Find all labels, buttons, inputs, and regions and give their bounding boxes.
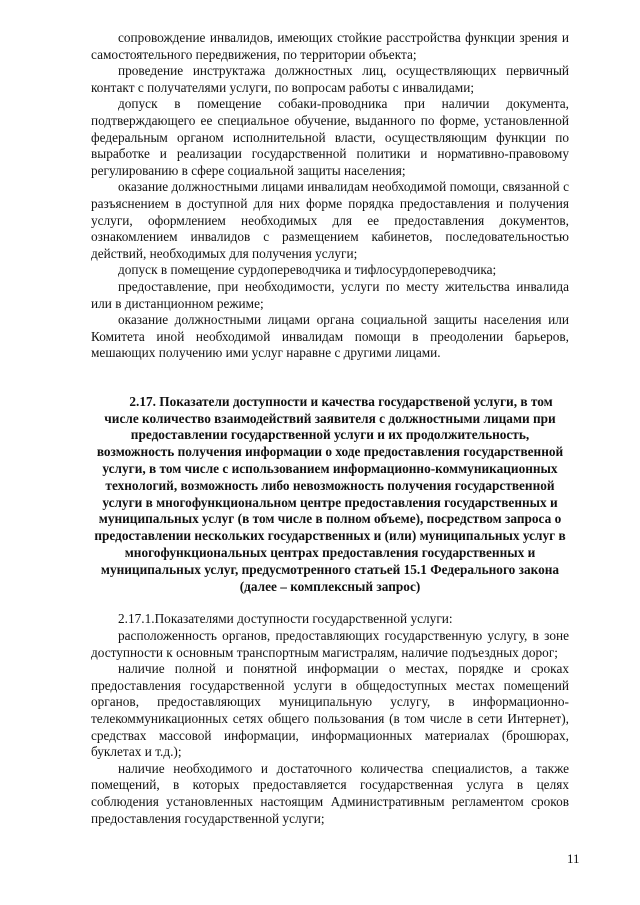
paragraph: предоставление, при необходимости, услуги по месту жительства инвалида или в дистанционном режиме; (91, 278, 569, 311)
page-number: 11 (567, 851, 580, 866)
paragraph: допуск в помещение собаки-проводника при наличии документа, подтверждающего ее специальное обучение, выданного по форме, установленной федеральным органом исполнительной власти, осуществляющим функции по выработке и реализации государственной политики и нормативно-правовому регулированию в сфере социальной защиты населения; (91, 96, 569, 178)
paragraph: расположенность органов, предоставляющих государственную услугу, в зоне доступности к основным транспортным магистралям, наличие подъездных дорог; (91, 628, 569, 660)
paragraph: наличие полной и понятной информации о местах, порядке и сроках предоставления государственной услуги в общедоступных местах помещений органов, предоставляющих муниципальную услугу, в информационно-телекоммуникационных сетях общего пользования (в том числе в сети Интернет), средствах массовой информации, информационных материалах (брошюрах, буклетах и т.д.); (91, 661, 569, 760)
paragraph: допуск в помещение сурдопереводчика и тифлосурдопереводчика; (118, 262, 497, 278)
page-body (91, 30, 569, 827)
paragraph: 2.17.1.Показателями доступности государственной услуги: (118, 611, 453, 627)
section-heading-first-line: 2.17. Показатели доступности и качества государственой услуги, в том (129, 393, 553, 409)
paragraph: оказание должностными лицами инвалидам необходимой помощи, связанной с разъяснением в доступной для них форме порядка предоставления и получения услуги, оформлением необходимых для ее предоставления документов, ознакомлением инвалидов с размещением кабинетов, последовательностью действий, необходимых для получения услуги; (91, 179, 569, 261)
section-heading-rest: числе количество взаимодействий заявителя с должностными лицами при предоставлении государственной услуги и их продолжительность, возможность получения информации о ходе предоставления государственной услуги, в том числе с использованием информационно-коммуникационных технологий, возможность либо невозможность получения государственной услуги в многофункциональном центре предоставления государственных и муниципальных услуг (в том числе в полном объеме), посредством запроса о предоставлении нескольких государственных и (или) муниципальных услуг в многофункциональных центрах предоставления государственных и муниципальных услуг, предусмотренного статьей 15.1 Федерального закона (далее – комплексный запрос) (94, 410, 566, 594)
paragraph: проведение инструктажа должностных лиц, осуществляющих первичный контакт с получателями услуги, по вопросам работы с инвалидами; (91, 63, 569, 95)
paragraph: оказание должностными лицами органа социальной защиты населения или Комитета иной необходимой инвалидам помощи в преодолении барьеров, мешающих получению ими услуг наравне с другими лицами. (91, 312, 569, 361)
section-heading (91, 394, 569, 596)
paragraph: сопровождение инвалидов, имеющих стойкие расстройства функции зрения и самостоятельного передвижения, по территории объекта; (91, 30, 569, 62)
paragraph: наличие необходимого и достаточного количества специалистов, а также помещений, в которых предоставляется государственная услуга в целях соблюдения установленных настоящим Административным регламентом сроков предоставления государственной услуги; (91, 760, 569, 826)
